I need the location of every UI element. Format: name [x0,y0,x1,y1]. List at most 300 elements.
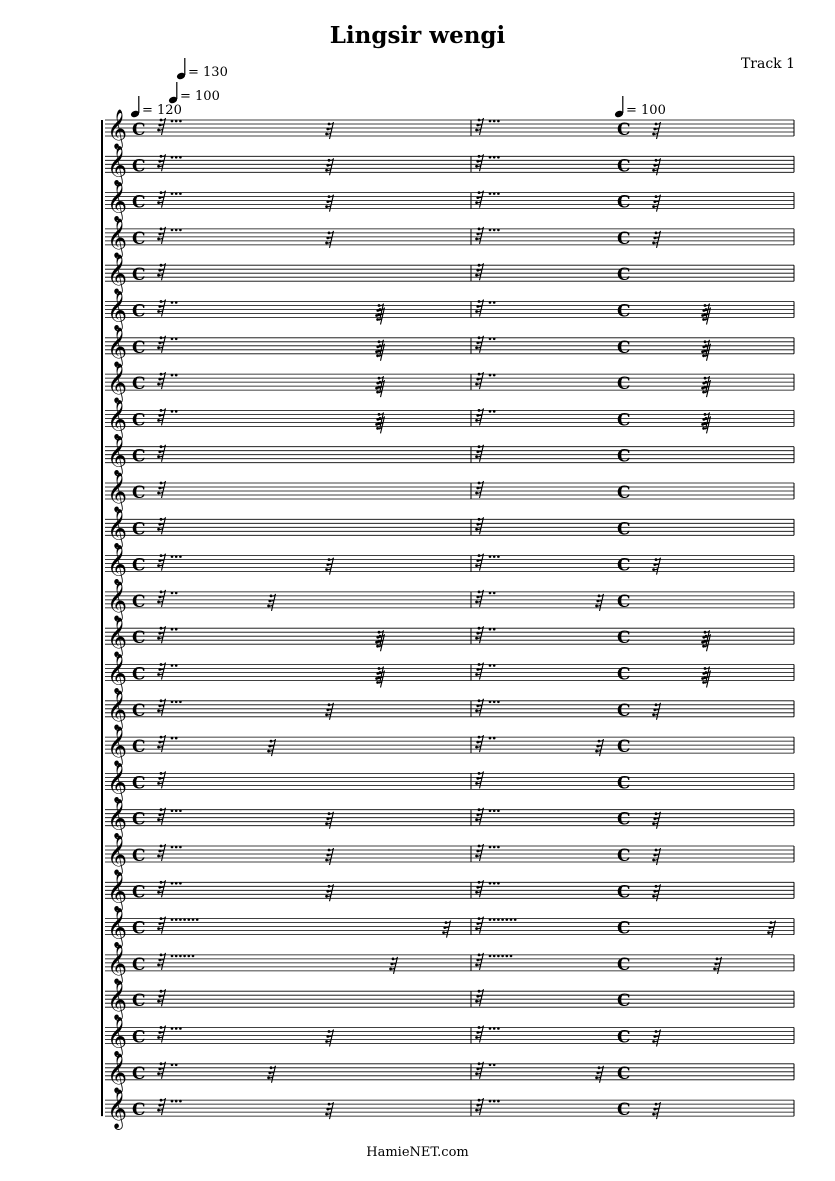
treble-clef-icon: 𝄞 [107,653,128,694]
time-signature: C [132,301,146,322]
rhythm-dot [497,955,500,958]
treble-clef-icon: 𝄞 [107,435,128,476]
rhythm-dot [497,192,500,195]
rhythm-dot [493,664,496,667]
rhythm-dot [489,955,492,958]
rhythm-dot [493,156,496,159]
time-signature: C [617,773,631,794]
rhythm-dot [497,701,500,704]
rhythm-dot [493,374,496,377]
rhythm-dot [493,628,496,631]
thirty-second-rest [157,808,165,825]
rhythm-dot [175,156,178,159]
rhythm-dot [510,955,513,958]
time-signature: C [132,483,146,503]
thirty-second-rest [652,1102,660,1119]
thirty-second-rest [652,231,660,248]
rhythm-dot [171,882,174,885]
time-signature: C [617,519,631,540]
rhythm-dot [179,955,182,958]
rhythm-dot [175,628,178,631]
rhythm-dot [497,809,500,812]
rhythm-dot [171,156,174,159]
treble-clef-icon: 𝄞 [107,472,128,512]
treble-clef-icon: 𝄞 [107,943,128,984]
thirty-second-rest [267,594,275,611]
rhythm-dot [175,918,178,921]
rhythm-dot [171,1064,174,1067]
thirty-second-rest [475,336,483,353]
thirty-second-rest [157,118,165,135]
tempo-text-1: = 130 [188,65,228,80]
thirty-second-rest [325,122,333,139]
rhythm-dot [493,918,496,921]
rhythm-dot [497,120,500,123]
thirty-second-rest [325,231,333,248]
thirty-second-rest [652,703,660,720]
rhythm-dot [171,301,174,304]
treble-clef-icon: 𝄞 [107,798,128,839]
time-signature: C [617,628,631,649]
time-signature: C [617,1063,631,1084]
thirty-second-rest [652,1030,660,1047]
time-signature: C [132,156,146,177]
thirty-second-rest [713,957,721,974]
rhythm-dot [489,229,492,232]
rhythm-dot [175,301,178,304]
thirty-second-rest [157,917,165,934]
rhythm-dot [175,592,178,595]
thirty-second-rest [157,590,165,607]
thirty-second-rest [475,844,483,861]
rhythm-dot [493,882,496,885]
rhythm-dot [171,809,174,812]
thirty-second-rest [325,848,333,865]
thirty-second-rest [157,445,165,462]
thirty-second-rest [475,517,483,534]
thirty-second-rest [475,917,483,934]
rhythm-dot [501,955,504,958]
thirty-second-rest [652,122,660,139]
rhythm-dot [497,229,500,232]
thirty-second-rest [475,554,483,571]
time-signature: C [617,664,631,685]
thirty-second-rest [475,372,483,389]
rhythm-dot [179,846,182,849]
score-title: Lingsir wengi [329,22,506,49]
rhythm-dot [497,882,500,885]
rhythm-dot [493,592,496,595]
time-signature: C [617,410,631,431]
rhythm-dot [493,555,496,558]
treble-clef-icon: 𝄞 [107,617,128,658]
rhythm-dot [489,628,492,631]
time-signature: C [132,120,146,140]
thirty-second-rest [475,445,483,462]
rhythm-dot [179,701,182,704]
rhythm-dot [179,229,182,232]
thirty-second-rest [157,408,165,425]
rhythm-dot [175,1027,178,1030]
time-signature: C [132,1027,146,1048]
thirty-second-rest [157,771,165,788]
rhythm-dot [489,737,492,740]
rhythm-dot [497,846,500,849]
rhythm-dot [489,374,492,377]
rhythm-dot [489,918,492,921]
time-signature: C [617,1100,631,1121]
rhythm-dot [175,338,178,341]
rhythm-dot [179,809,182,812]
rhythm-dot [175,701,178,704]
time-signature: C [617,918,631,939]
treble-clef-icon: 𝄞 [107,217,128,258]
footer-credit: HamieNET.com [366,1145,469,1160]
rhythm-dot [171,555,174,558]
rhythm-dot [175,410,178,413]
time-signature: C [617,156,631,177]
thirty-second-rest [325,1102,333,1119]
rhythm-dot [493,410,496,413]
thirty-second-rest [157,227,165,244]
rhythm-dot [192,918,195,921]
time-signature: C [132,410,146,431]
rhythm-dot [493,229,496,232]
time-signature: C [132,882,146,903]
time-signature: C [132,591,146,612]
thirty-second-rest [475,771,483,788]
time-signature: C [132,664,146,685]
thirty-second-rest [157,735,165,752]
time-signature: C [132,337,146,358]
treble-clef-icon: 𝄞 [107,907,128,948]
rhythm-dot [171,1100,174,1103]
thirty-second-rest [325,812,333,829]
rhythm-dot [175,374,178,377]
rhythm-dot [179,192,182,195]
rhythm-dot [175,1064,178,1067]
rhythm-dot [171,229,174,232]
rhythm-dot [489,592,492,595]
thirty-second-rest [157,626,165,643]
thirty-second-rest [442,921,450,938]
time-signature: C [132,700,146,721]
rhythm-dot [175,120,178,123]
treble-clef-icon: 𝄞 [107,181,128,222]
time-signature: C [132,519,146,540]
time-signature: C [132,918,146,939]
rhythm-dot [489,410,492,413]
rhythm-dot [179,156,182,159]
rhythm-dot [179,918,182,921]
time-signature: C [617,954,631,975]
thirty-second-rest [157,154,165,171]
tempo-text-2: = 100 [180,89,220,104]
rhythm-dot [489,664,492,667]
thirty-second-rest [475,154,483,171]
treble-clef-icon: 𝄞 [107,508,128,549]
thirty-second-rest [157,554,165,571]
time-signature: C [617,1027,631,1048]
time-signature: C [617,591,631,612]
thirty-second-rest [325,884,333,901]
time-signature: C [617,337,631,358]
time-signature: C [617,120,631,140]
treble-clef-icon: 𝄞 [107,109,128,149]
tempo-text-3: = 120 [142,103,182,118]
thirty-second-rest [157,1026,165,1043]
thirty-second-rest [475,880,483,897]
time-signature: C [132,192,146,213]
rhythm-dot [497,156,500,159]
treble-clef-icon: 𝄞 [107,689,128,730]
treble-clef-icon: 𝄞 [107,399,128,440]
thirty-second-rest [595,1066,603,1083]
rhythm-dot [493,1027,496,1030]
time-signature: C [132,991,146,1012]
rhythm-dot [171,374,174,377]
rhythm-dot [489,809,492,812]
thirty-second-rest [475,1098,483,1115]
rhythm-dot [175,229,178,232]
time-signature: C [132,773,146,794]
thirty-second-rest [475,735,483,752]
rhythm-dot [171,918,174,921]
rhythm-dot [489,882,492,885]
rhythm-dot [179,1027,182,1030]
rhythm-dot [179,555,182,558]
rhythm-dot [489,156,492,159]
rhythm-dot [506,955,509,958]
time-signature: C [132,555,146,576]
thirty-second-rest [157,989,165,1006]
rhythm-dot [489,1064,492,1067]
treble-clef-icon: 𝄞 [107,326,128,367]
rhythm-dot [489,1027,492,1030]
thirty-second-rest [475,263,483,280]
rhythm-dot [171,1027,174,1030]
treble-clef-icon: 𝄞 [107,363,128,404]
rhythm-dot [171,701,174,704]
thirty-second-rest [475,626,483,643]
tempo-text-4: = 100 [626,103,666,118]
rhythm-dot [171,410,174,413]
rhythm-dot [175,809,178,812]
thirty-second-rest [652,812,660,829]
rhythm-dot [497,555,500,558]
thirty-second-rest [157,1062,165,1079]
thirty-second-rest [652,884,660,901]
thirty-second-rest [389,957,397,974]
thirty-second-rest [475,808,483,825]
time-signature: C [617,228,631,249]
treble-clef-icon: 𝄞 [107,544,128,585]
rhythm-dot [497,918,500,921]
thirty-second-rest [325,158,333,175]
rhythm-dot [493,1064,496,1067]
thirty-second-rest [157,1098,165,1115]
rhythm-dot [175,737,178,740]
thirty-second-rest [475,227,483,244]
track-label: Track 1 [740,56,795,72]
thirty-second-rest [475,699,483,716]
rhythm-dot [179,1100,182,1103]
thirty-second-rest [157,481,165,498]
rhythm-dot [489,1100,492,1103]
thirty-second-rest [475,953,483,970]
thirty-second-rest [157,336,165,353]
thirty-second-rest [157,844,165,861]
rhythm-dot [188,918,191,921]
rhythm-dot [501,918,504,921]
thirty-second-rest [652,558,660,575]
rhythm-dot [179,120,182,123]
thirty-second-rest [475,989,483,1006]
thirty-second-rest [157,517,165,534]
thirty-second-rest [475,300,483,317]
treble-clef-icon: 𝄞 [107,762,128,803]
treble-clef-icon: 𝄞 [107,145,128,186]
time-signature: C [617,265,631,286]
rhythm-dot [493,301,496,304]
time-signature: C [132,446,146,467]
rhythm-dot [493,809,496,812]
thirty-second-rest [157,300,165,317]
rhythm-dot [493,846,496,849]
rhythm-dot [489,701,492,704]
thirty-second-rest [475,663,483,680]
rhythm-dot [175,846,178,849]
rhythm-dot [175,192,178,195]
rhythm-dot [493,338,496,341]
thirty-second-rest [157,880,165,897]
rhythm-dot [514,918,517,921]
rhythm-dot [175,1100,178,1103]
thirty-second-rest [157,191,165,208]
rhythm-dot [493,120,496,123]
rhythm-dot [171,338,174,341]
rhythm-dot [493,192,496,195]
time-signature: C [132,954,146,975]
treble-clef-icon: 𝄞 [107,835,128,875]
time-signature: C [132,374,146,395]
time-signature: C [617,737,631,758]
rhythm-dot [493,737,496,740]
time-signature: C [617,991,631,1012]
rhythm-dot [497,1027,500,1030]
rhythm-dot [175,955,178,958]
treble-clef-icon: 𝄞 [107,290,128,331]
rhythm-dot [489,338,492,341]
time-signature: C [132,265,146,286]
rhythm-dot [489,192,492,195]
rhythm-dot [175,664,178,667]
rhythm-dot [171,737,174,740]
thirty-second-rest [157,263,165,280]
rhythm-dot [497,1100,500,1103]
thirty-second-rest [475,1062,483,1079]
thirty-second-rest [475,118,483,135]
time-signature: C [617,555,631,576]
thirty-second-rest [767,921,775,938]
rhythm-dot [493,1100,496,1103]
time-signature: C [132,1063,146,1084]
rhythm-dot [171,664,174,667]
rhythm-dot [192,955,195,958]
rhythm-dot [171,592,174,595]
time-signature: C [132,1100,146,1121]
rhythm-dot [171,846,174,849]
treble-clef-icon: 𝄞 [107,726,128,767]
thirty-second-rest [325,1030,333,1047]
time-signature: C [132,846,146,866]
thirty-second-rest [267,739,275,756]
time-signature: C [132,628,146,649]
treble-clef-icon: 𝄞 [107,980,128,1021]
rhythm-dot [171,955,174,958]
treble-clef-icon: 𝄞 [107,1089,128,1130]
treble-clef-icon: 𝄞 [107,1016,128,1057]
rhythm-dot [506,918,509,921]
rhythm-dot [183,955,186,958]
thirty-second-rest [475,1026,483,1043]
rhythm-dot [493,701,496,704]
rhythm-dot [179,882,182,885]
thirty-second-rest [475,191,483,208]
time-signature: C [617,483,631,503]
thirty-second-rest [475,408,483,425]
thirty-second-rest [325,558,333,575]
rhythm-dot [489,301,492,304]
time-signature: C [617,882,631,903]
rhythm-dot [171,192,174,195]
time-signature: C [132,228,146,249]
thirty-second-rest [652,195,660,212]
time-signature: C [132,737,146,758]
time-signature: C [617,809,631,830]
rhythm-dot [489,120,492,123]
rhythm-dot [188,955,191,958]
time-signature: C [617,374,631,395]
thirty-second-rest [157,663,165,680]
thirty-second-rest [652,158,660,175]
thirty-second-rest [595,594,603,611]
treble-clef-icon: 𝄞 [107,1052,128,1093]
treble-clef-icon: 𝄞 [107,254,128,295]
rhythm-dot [183,918,186,921]
time-signature: C [617,846,631,866]
thirty-second-rest [595,739,603,756]
time-signature: C [617,700,631,721]
rhythm-dot [196,918,199,921]
rhythm-dot [489,555,492,558]
thirty-second-rest [325,703,333,720]
rhythm-dot [175,882,178,885]
rhythm-dot [493,955,496,958]
rhythm-dot [171,628,174,631]
thirty-second-rest [652,848,660,865]
treble-clef-icon: 𝄞 [107,871,128,912]
time-signature: C [617,192,631,213]
rhythm-dot [510,918,513,921]
time-signature: C [132,809,146,830]
treble-clef-icon: 𝄞 [107,580,128,621]
time-signature: C [617,301,631,322]
time-signature: C [617,446,631,467]
thirty-second-rest [157,372,165,389]
rhythm-dot [175,555,178,558]
thirty-second-rest [157,953,165,970]
